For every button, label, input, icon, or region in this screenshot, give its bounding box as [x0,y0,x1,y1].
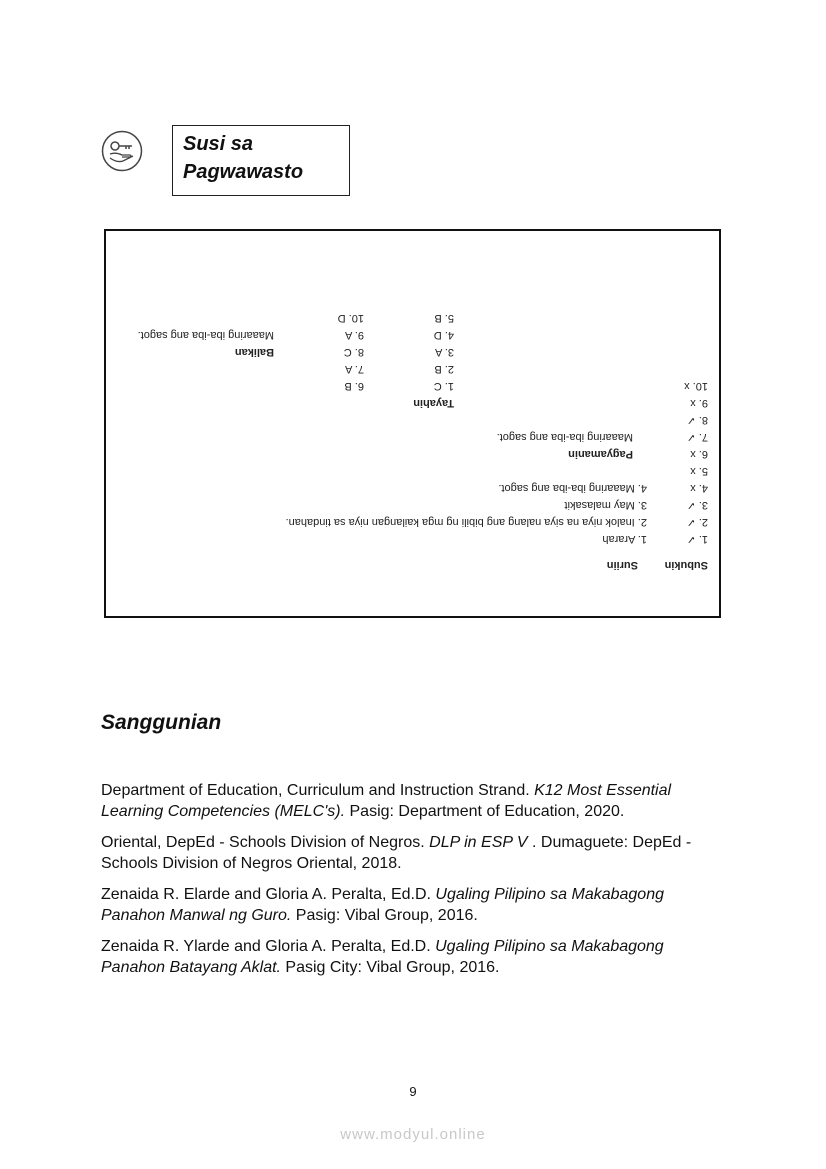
subukin-item: 7. ✓ [686,431,708,443]
subukin-item: 10. x [684,380,708,392]
reference-item: Oriental, DepEd - Schools Division of Negros. DLP in ESP V . Dumaguete: DepEd - Schools Division of Negros Oriental, 2018. [101,834,692,872]
suriin-item: 2. Inalok niya na siya nalang ang bibili ng mga kailangan niya sa tindahan. [285,516,647,528]
tayahin-item: 8. C [343,346,364,358]
answer-key-rotated-content [106,231,719,616]
balikan-heading: Balikan [234,346,274,358]
watermark: www.modyul.online [340,1126,486,1143]
tayahin-item: 10. D [337,312,364,324]
references-title: Sanggunian [101,711,222,734]
suriin-item: 4. Maaaring iba-iba ang sagot. [498,482,647,494]
hand-key-icon [101,130,143,172]
tayahin-item: 5. B [434,312,454,324]
suriin-item: 1. Ararah [602,533,647,545]
page-number: 9 [409,1084,417,1099]
subukin-item: 2. ✓ [686,516,708,528]
subukin-item: 4. x [690,482,708,494]
reference-item: Zenaida R. Ylarde and Gloria A. Peralta, Ed.D. Ugaling Pilipino sa Makabagong Panahon Batayang Aklat. Pasig City: Vibal Group, 2016. [101,938,664,976]
subukin-item: 6. x [690,448,708,460]
tayahin-item: 9. A [345,329,364,341]
subukin-item: 8. ✓ [686,414,708,426]
tayahin-item: 1. C [433,380,454,392]
subukin-heading: Subukin [664,559,708,571]
subukin-item: 3. ✓ [686,499,708,511]
tayahin-item: 7. A [345,363,364,375]
subukin-item: 5. x [690,465,708,477]
suriin-item: 3. May malasakit [564,499,647,511]
pagyamanin-answer: Maaaring iba-iba ang sagot. [496,431,633,443]
reference-item: Zenaida R. Elarde and Gloria A. Peralta, Ed.D. Ugaling Pilipino sa Makabagong Panahon Manwal ng Guro. Pasig: Vibal Group, 2016. [101,886,664,924]
balikan-answer: Maaaring iba-iba ang sagot. [137,329,274,341]
tayahin-item: 2. B [434,363,454,375]
subukin-item: 9. x [690,397,708,409]
tayahin-heading: Tayahin [413,397,454,409]
tayahin-item: 4. D [433,329,454,341]
reference-item: Department of Education, Curriculum and Instruction Strand. K12 Most Essential Learning Competencies (MELC's). Pasig: Department of Education, 2020. [101,782,672,820]
tayahin-item: 3. A [435,346,454,358]
suriin-heading: Suriin [606,559,638,571]
answer-key-box [104,229,721,618]
tayahin-item: 6. B [344,380,364,392]
section-title-box [172,125,350,196]
pagyamanin-heading: Pagyamanin [568,448,633,460]
subukin-item: 1. ✓ [686,533,708,545]
title-line-1: Susi sa [183,133,254,155]
title-line-2: Pagwawasto [183,161,304,183]
